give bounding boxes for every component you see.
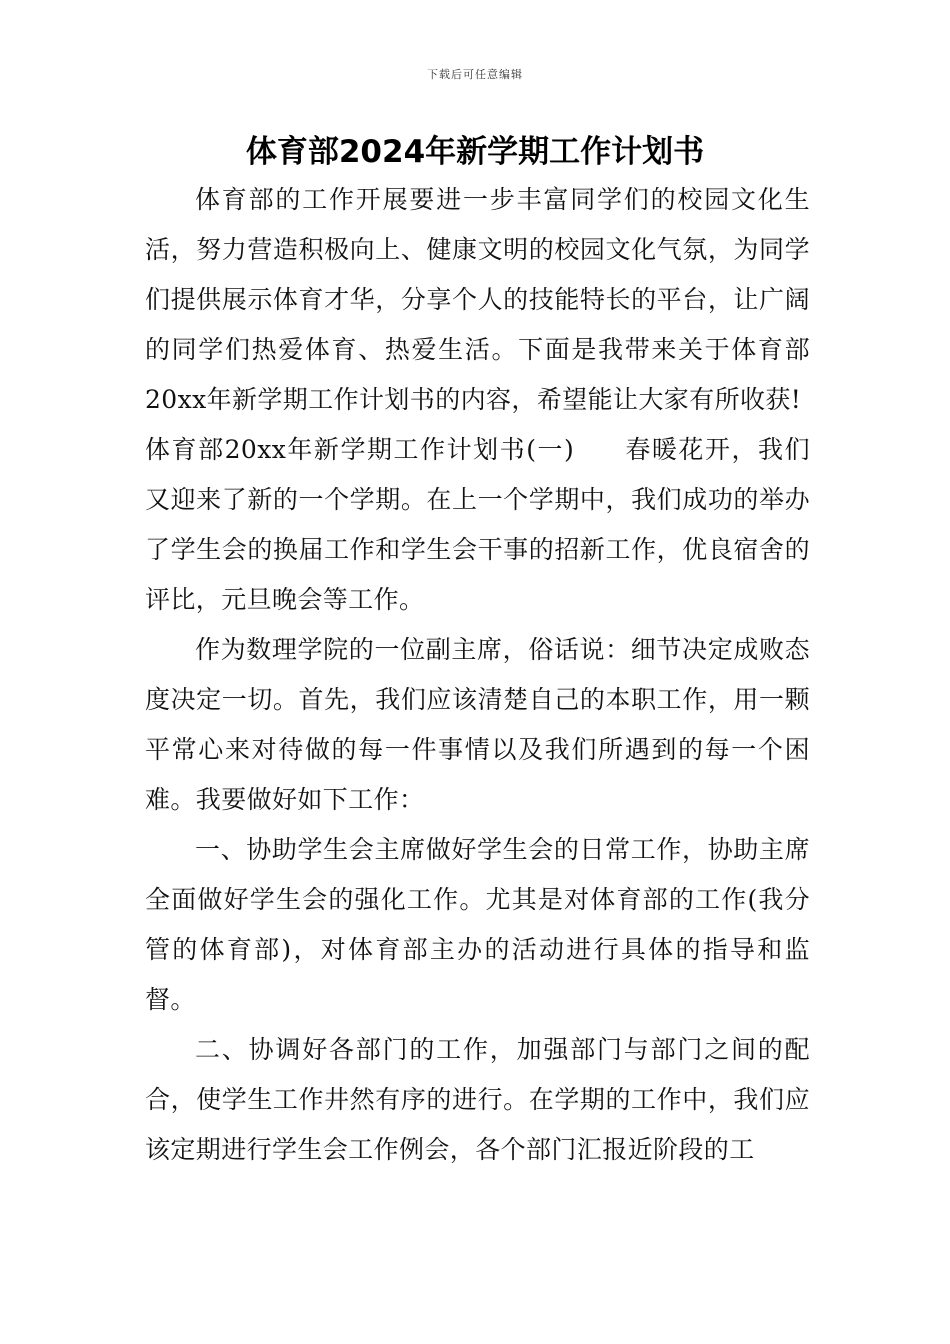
- section-opening: 春暖花开，我们又迎来了新的一个学期。在上一个学期中，我们成功的举办了学生会的换届工作和学生会干事的招新工作，优良宿舍的评比，元旦晚会等工作。: [145, 435, 810, 614]
- document-body: [145, 175, 810, 1175]
- document-title: 体育部2024年新学期工作计划书: [245, 134, 705, 170]
- body-paragraph-4: 二、协调好各部门的工作，加强部门与部门之间的配合，使学生工作井然有序的进行。在学期的工作中，我们应该定期进行学生会工作例会，各个部门汇报近阶段的工: [145, 1035, 810, 1164]
- body-paragraph-3: 一、协助学生会主席做好学生会的日常工作，协助主席全面做好学生会的强化工作。尤其是对体育部的工作(我分管的体育部)，对体育部主办的活动进行具体的指导和监督。: [145, 835, 810, 1014]
- section-heading: 体育部20xx年新学期工作计划书(一): [145, 435, 575, 464]
- header-note: 下载后可任意编辑: [427, 68, 523, 81]
- intro-paragraph: 体育部的工作开展要进一步丰富同学们的校园文化生活，努力营造积极向上、健康文明的校园文化气氛，为同学们提供展示体育才华，分享个人的技能特长的平台，让广阔的同学们热爱体育、热爱生活。下面是我带来关于体育部20xx年新学期工作计划书的内容，希望能让大家有所收获!: [145, 185, 810, 414]
- section-paragraph: [145, 425, 810, 625]
- body-paragraph-2: 作为数理学院的一位副主席，俗话说：细节决定成败态度决定一切。首先，我们应该清楚自己的本职工作，用一颗平常心来对待做的每一件事情以及我们所遇到的每一个困难。我要做好如下工作：: [145, 635, 810, 814]
